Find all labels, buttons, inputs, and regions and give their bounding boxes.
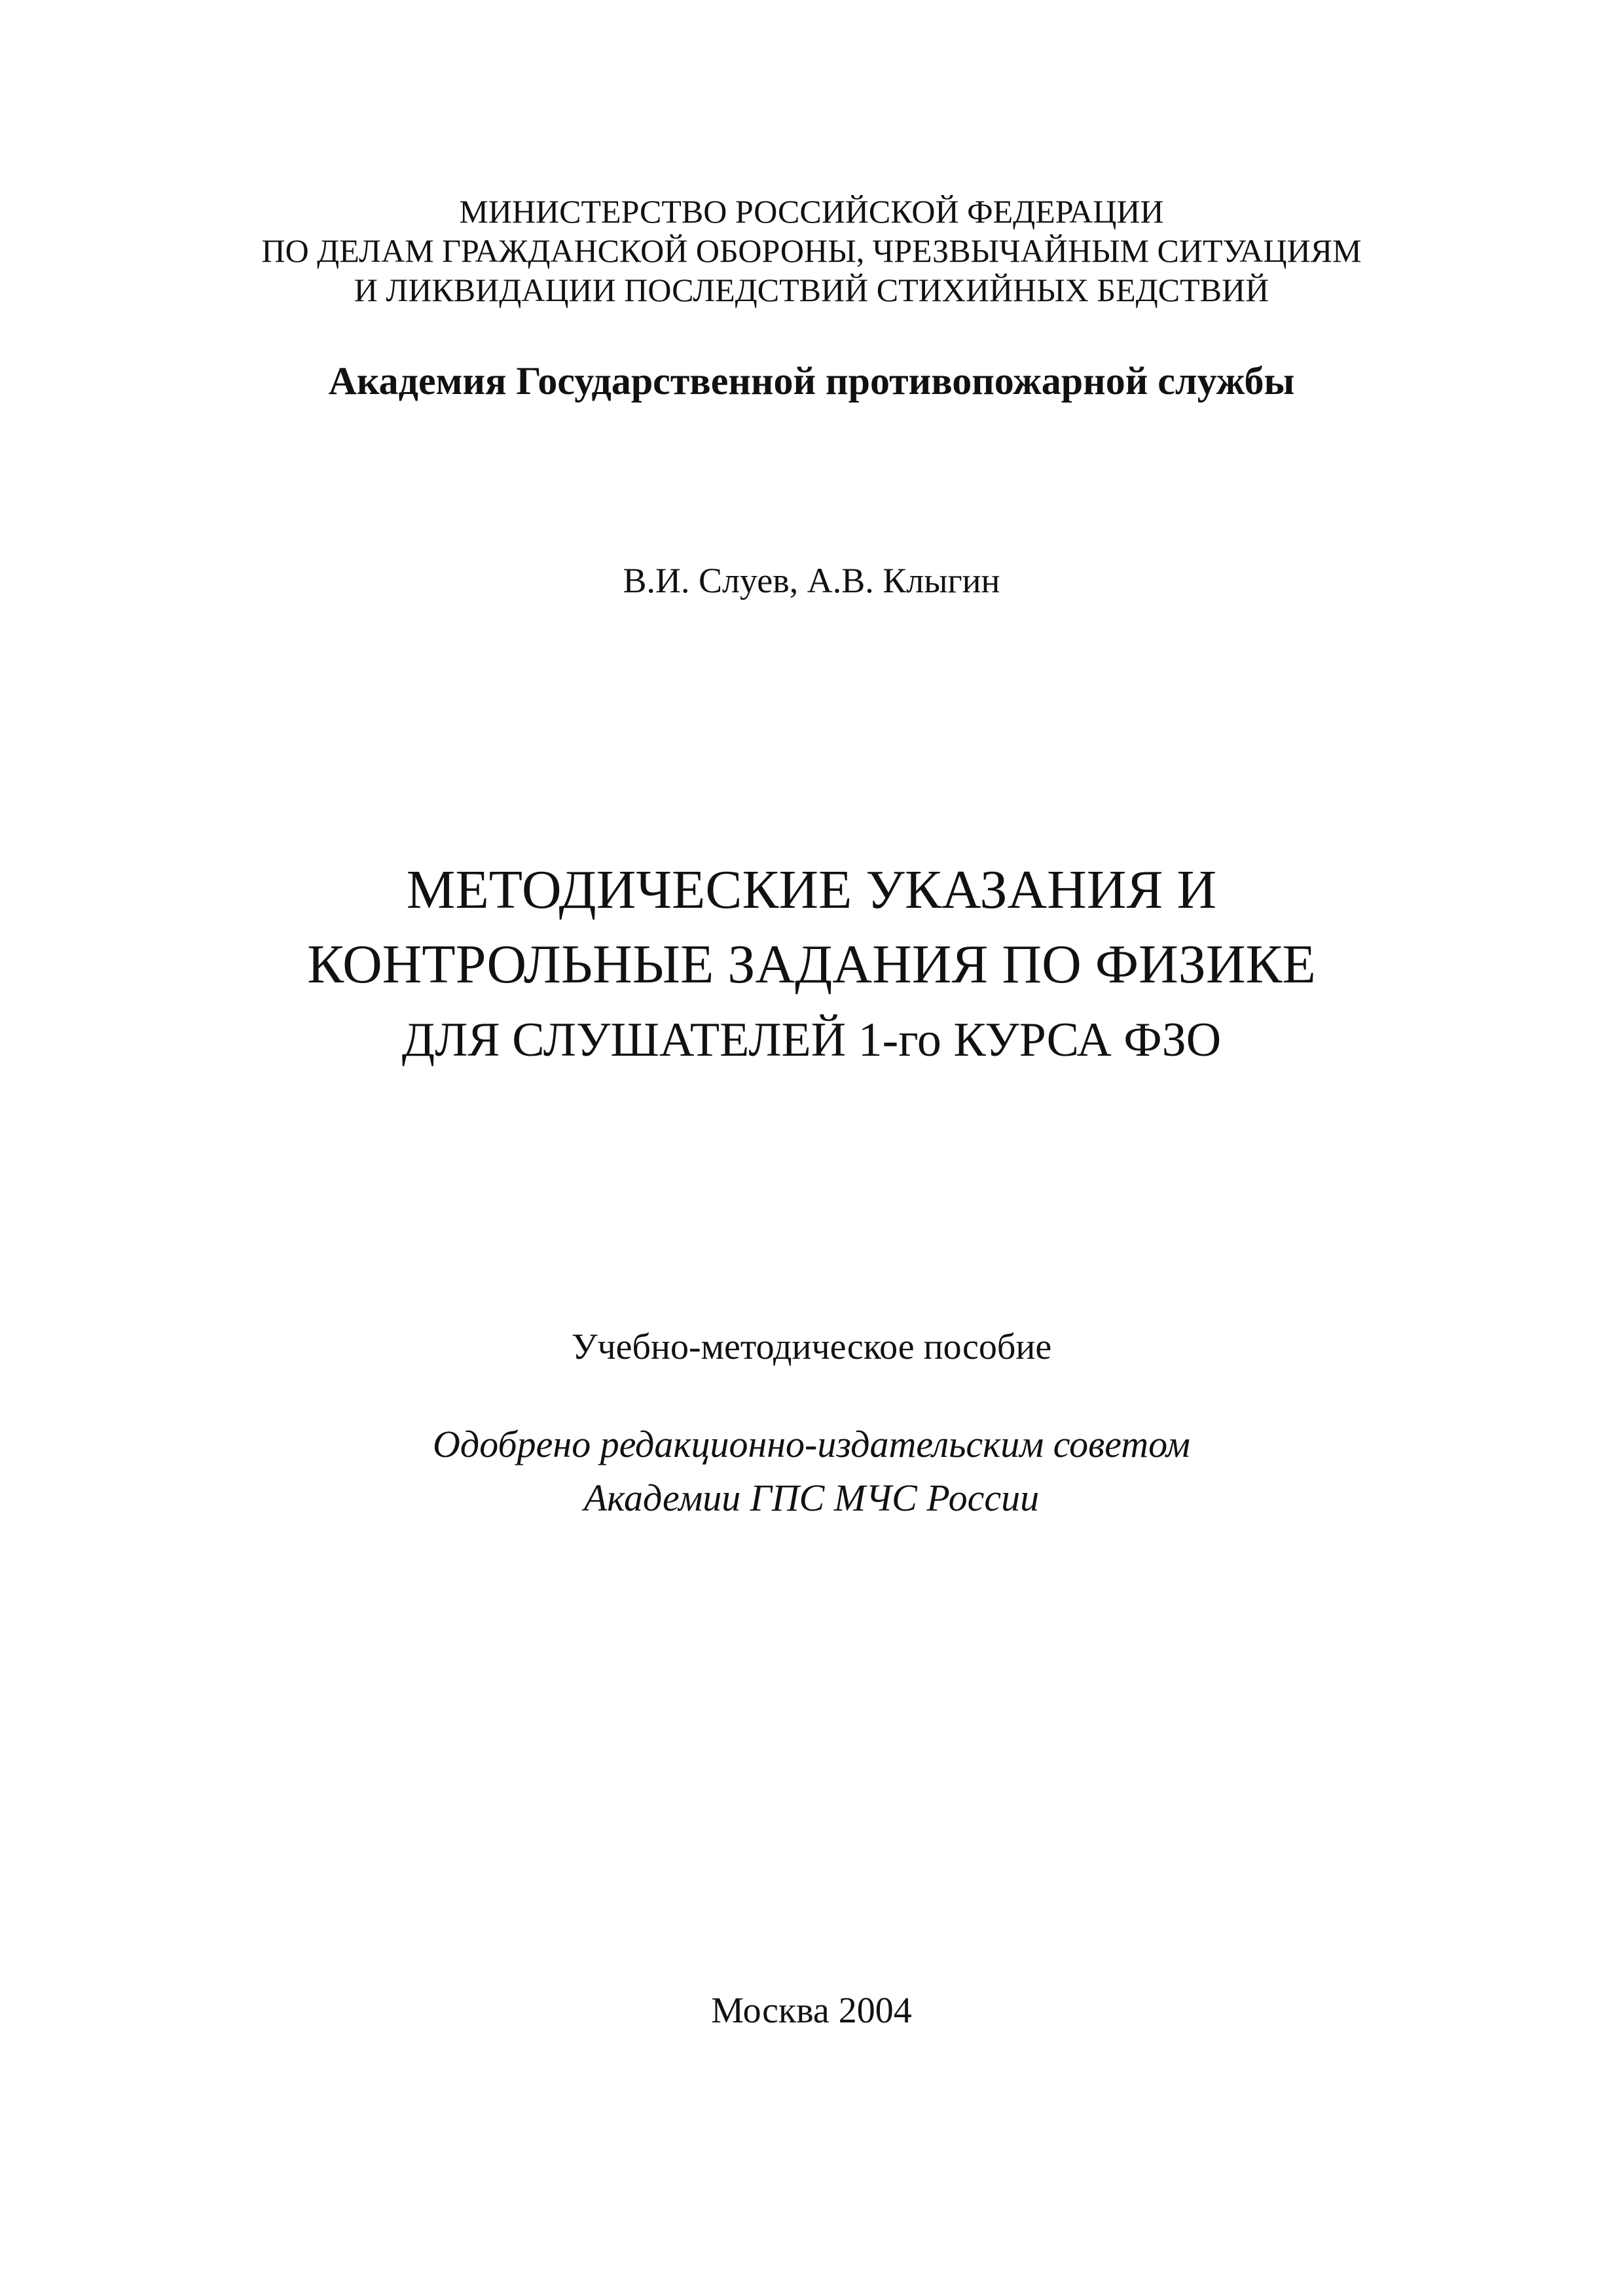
approval-line-1: Одобрено редакционно-издательским советом bbox=[433, 1423, 1190, 1465]
ministry-line-2: ПО ДЕЛАМ ГРАЖДАНСКОЙ ОБОРОНЫ, ЧРЕЗВЫЧАЙНЫМ СИТУАЦИЯМ bbox=[261, 232, 1362, 269]
document-type: Учебно-методическое пособие bbox=[571, 1327, 1052, 1367]
approval-line-2: Академии ГПС МЧС России bbox=[583, 1477, 1040, 1519]
title-line-1: МЕТОДИЧЕСКИЕ УКАЗАНИЯ И bbox=[406, 859, 1217, 920]
academy-name: Академия Государственной противопожарной службы bbox=[328, 359, 1295, 403]
title-line-2: КОНТРОЛЬНЫЕ ЗАДАНИЯ ПО ФИЗИКЕ bbox=[307, 934, 1316, 995]
authors: В.И. Слуев, А.В. Клыгин bbox=[623, 561, 1000, 600]
city-year: Москва 2004 bbox=[711, 1990, 912, 2031]
ministry-line-1: МИНИСТЕРСТВО РОССИЙСКОЙ ФЕДЕРАЦИИ bbox=[459, 193, 1164, 230]
ministry-line-3: И ЛИКВИДАЦИИ ПОСЛЕДСТВИЙ СТИХИЙНЫХ БЕДСТВИЙ bbox=[354, 272, 1269, 308]
title-line-3: ДЛЯ СЛУШАТЕЛЕЙ 1-го КУРСА ФЗО bbox=[401, 1013, 1222, 1067]
